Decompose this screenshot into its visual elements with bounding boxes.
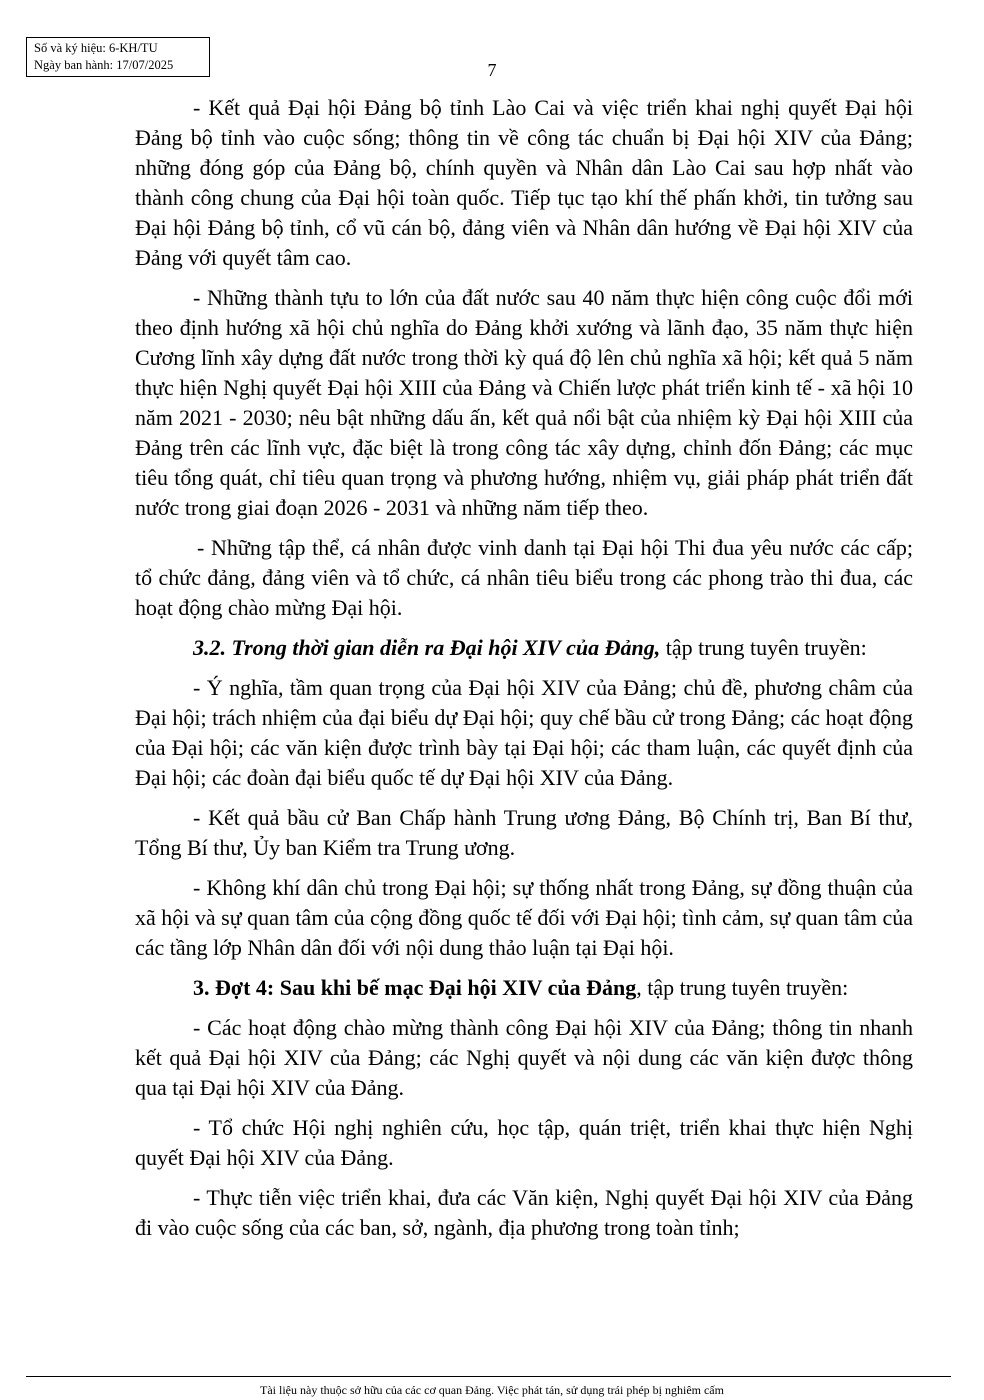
paragraph: - Kết quả bầu cử Ban Chấp hành Trung ương Đảng, Bộ Chính trị, Ban Bí thư, Tổng Bí thư, Ủy ban Kiểm tra Trung ương.: [135, 805, 913, 860]
section-heading-3: [135, 973, 913, 1003]
section-heading-3-title: 3. Đợt 4: Sau khi bế mạc Đại hội XIV của Đảng: [193, 975, 637, 1000]
issue-date: Ngày ban hành: 17/07/2025: [34, 58, 174, 72]
section-heading-3-2-title: 3.2. Trong thời gian diễn ra Đại hội XIV của Đảng,: [193, 635, 661, 660]
paragraph: - Tổ chức Hội nghị nghiên cứu, học tập, quán triệt, triển khai thực hiện Nghị quyết Đại hội XIV của Đảng.: [135, 1115, 913, 1170]
paragraph: - Những thành tựu to lớn của đất nước sau 40 năm thực hiện công cuộc đổi mới theo định hướng xã hội chủ nghĩa do Đảng khởi xướng và lãnh đạo, 35 năm thực hiện Cương lĩnh xây dựng đất nước trong thời kỳ quá độ lên chủ nghĩa xã hội; kết quả 5 năm thực hiện Nghị quyết Đại hội XIII của Đảng và Chiến lược phát triển kinh tế - xã hội 10 năm 2021 - 2030; nêu bật những dấu ấn, kết quả nổi bật của nhiệm kỳ Đại hội XIII của Đảng trên các lĩnh vực, đặc biệt là trong công tác xây dựng, chỉnh đốn Đảng; các mục tiêu tổng quát, chỉ tiêu quan trọng và phương hướng, nhiệm vụ, giải pháp phát triển đất nước trong giai đoạn 2026 - 2031 và những năm tiếp theo.: [135, 285, 913, 520]
paragraph: - Những tập thể, cá nhân được vinh danh tại Đại hội Thi đua yêu nước các cấp; tổ chức đảng, đảng viên và tổ chức, cá nhân tiêu biểu trong các phong trào thi đua, các hoạt động chào mừng Đại hội.: [135, 535, 913, 620]
section-heading-3-2-rest: tập trung tuyên truyền:: [660, 635, 867, 660]
paragraph: - Các hoạt động chào mừng thành công Đại hội XIV của Đảng; thông tin nhanh kết quả Đại hội XIV của Đảng; các Nghị quyết và nội dung các văn kiện được thông qua tại Đại hội XIV của Đảng.: [135, 1015, 913, 1100]
footer-divider: [26, 1376, 951, 1377]
paragraph: - Kết quả Đại hội Đảng bộ tỉnh Lào Cai và việc triển khai nghị quyết Đại hội Đảng bộ tỉnh vào cuộc sống; thông tin về công tác chuẩn bị Đại hội XIV của Đảng; những đóng góp của Đảng bộ, chính quyền và Nhân dân Lào Cai sau hợp nhất vào thành công chung của Đại hội toàn quốc. Tiếp tục tạo khí thế phấn khởi, tin tưởng sau Đại hội Đảng bộ tỉnh, cổ vũ cán bộ, đảng viên và Nhân dân hướng về Đại hội XIV của Đảng với quyết tâm cao.: [135, 95, 913, 270]
document-number: Số và ký hiệu: 6-KH/TU: [34, 41, 158, 55]
section-heading-3-2: [135, 633, 913, 663]
footer-notice: Tài liệu này thuộc sở hữu của các cơ quan Đảng. Việc phát tán, sử dụng trái phép bị nghiêm cấm: [260, 1383, 724, 1397]
page-number: 7: [487, 60, 497, 80]
paragraph: - Thực tiễn việc triển khai, đưa các Văn kiện, Nghị quyết Đại hội XIV của Đảng đi vào cuộc sống của các ban, sở, ngành, địa phương trong toàn tỉnh;: [135, 1185, 913, 1240]
section-heading-3-rest: , tập trung tuyên truyền:: [636, 975, 849, 1000]
document-body: [135, 93, 913, 1253]
paragraph: - Không khí dân chủ trong Đại hội; sự thống nhất trong Đảng, sự đồng thuận của xã hội và sự quan tâm của cộng đồng quốc tế đối với Đại hội; tình cảm, sự quan tâm của các tầng lớp Nhân dân đối với nội dung thảo luận tại Đại hội.: [135, 875, 913, 960]
paragraph: - Ý nghĩa, tầm quan trọng của Đại hội XIV của Đảng; chủ đề, phương châm của Đại hội; trách nhiệm của đại biểu dự Đại hội; quy chế bầu cử trong Đảng; các hoạt động của Đại hội; các văn kiện được trình bày tại Đại hội; các tham luận, các quyết định của Đại hội; các đoàn đại biểu quốc tế dự Đại hội XIV của Đảng.: [135, 675, 913, 790]
